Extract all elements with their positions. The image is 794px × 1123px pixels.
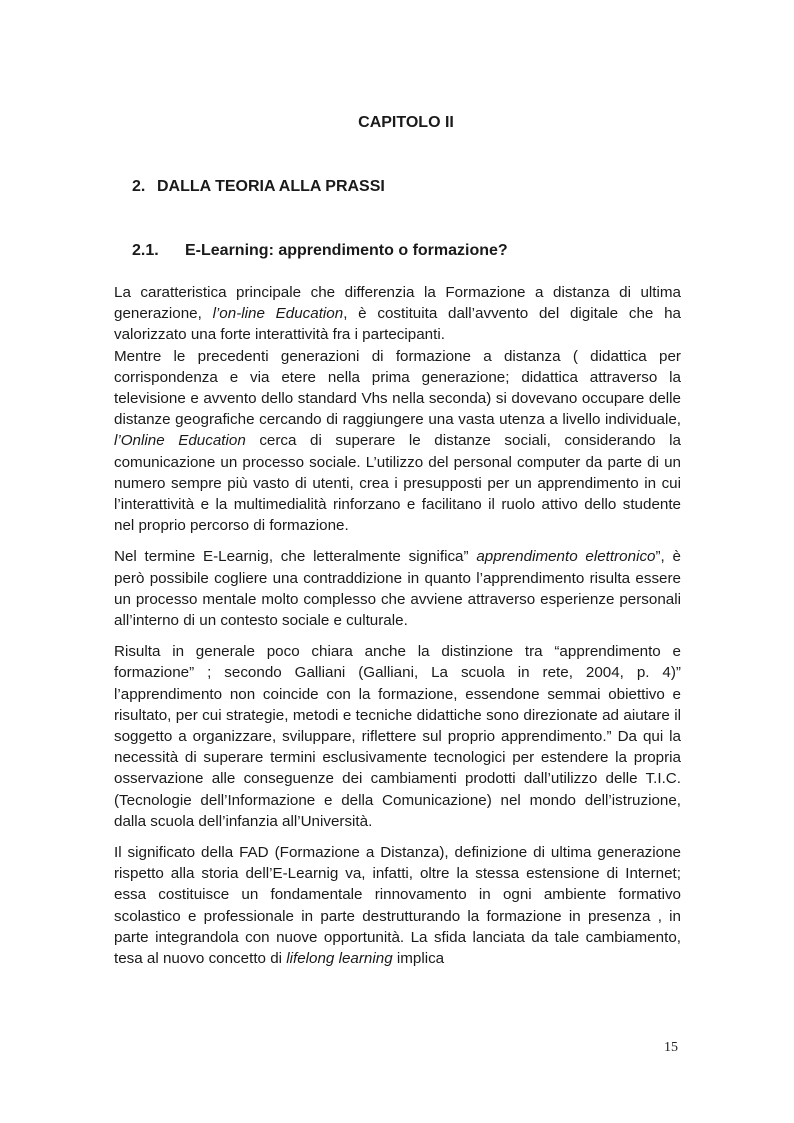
paragraph-5-text-end: implica (392, 950, 445, 968)
section-number: 2. (132, 178, 146, 195)
paragraph-5-italic: lifelong learning (286, 950, 393, 968)
paragraph-1-italic: l’on-line Education (212, 305, 344, 323)
paragraph-2-italic: l’Online Education (114, 432, 246, 450)
section-title: DALLA TEORIA ALLA PRASSI (157, 178, 385, 195)
paragraph-3-text: Nel termine E-Learnig, che letteralmente significa” (114, 548, 477, 566)
subsection-heading (132, 242, 508, 260)
paragraph-2-text-end: cerca di superare le distanze sociali, considerando la comunicazione un processo sociale. L’utilizzo del personal computer da parte di un numero sempre più vasto di utenti, crea i presupposti per un apprendimento in cui l’interattività e la multimedialità rinforzano e facilitano il ruolo attivo dello studente nel proprio percorso di formazione. (114, 432, 681, 535)
subsection-number: 2.1. (132, 242, 159, 259)
subsection-title: E-Learning: apprendimento o formazione? (185, 242, 508, 259)
paragraph-3-italic: apprendimento elettronico (476, 548, 656, 566)
paragraph-5 (114, 842, 681, 969)
body-text (114, 282, 681, 979)
paragraph-1-text: La caratteristica principale che differenzia la Formazione a distanza di ultima generazione, (114, 284, 681, 323)
paragraph-1 (114, 282, 681, 346)
paragraph-2 (114, 346, 681, 537)
paragraph-5-text: Il significato della FAD (Formazione a Distanza), definizione di ultima generazione rispetto alla storia dell’E-Learnig va, infatti, oltre la stessa estensione di Internet; essa costituisce un fondamentale rinnovamento in ogni ambiente formativo scolastico e professionale in parte destrutturando la formazione in presenza , in parte integrandola con nuove opportunità. La sfida lanciata da tale cambiamento, tesa al nuovo concetto di (114, 844, 681, 968)
chapter-title: CAPITOLO II (358, 114, 454, 131)
page-number: 15 (664, 1040, 678, 1055)
paragraph-4: Risulta in generale poco chiara anche la distinzione tra “apprendimento e formazione” ; secondo Galliani (Galliani, La scuola in rete, 2004, p. 4)” l’apprendimento non coincide con la formazione, essendone semmai obiettivo e risultato, per cui strategie, metodi e tecniche didattiche sono direzionate ad aiutare il soggetto a organizzare, sviluppare, riflettere sul proprio apprendimento.” Da qui la necessità di superare termini esclusivamente tecnologici per estendere la propria osservazione alle conseguenze dei cambiamenti prodotti dall’utilizzo delle T.I.C. (Tecnologie dell’Informazione e della Comunicazione) nel mondo dell’istruzione, dalla scuola dell’infanzia all’Università. (114, 643, 681, 830)
paragraph-3 (114, 546, 681, 631)
paragraph-3-text-end: ”, è però possibile cogliere una contraddizione in quanto l’apprendimento risulta essere un processo mentale molto complesso che avviene attraverso esperienze personali all’interno di un contesto sociale e culturale. (114, 548, 681, 630)
paragraph-2-text: Mentre le precedenti generazioni di formazione a distanza ( didattica per corrispondenza e via etere nella prima generazione; didattica attraverso la televisione e avvento dello standard Vhs nella seconda) si dovevano occupare delle distanze geografiche cercando di raggiungere una vasta utenza a livello individuale, (114, 347, 681, 429)
section-heading (132, 178, 385, 196)
paragraph-1-text-end: , è costituita dall’avvento del digitale che ha valorizzato una forte interattività fra i partecipanti. (114, 305, 681, 344)
